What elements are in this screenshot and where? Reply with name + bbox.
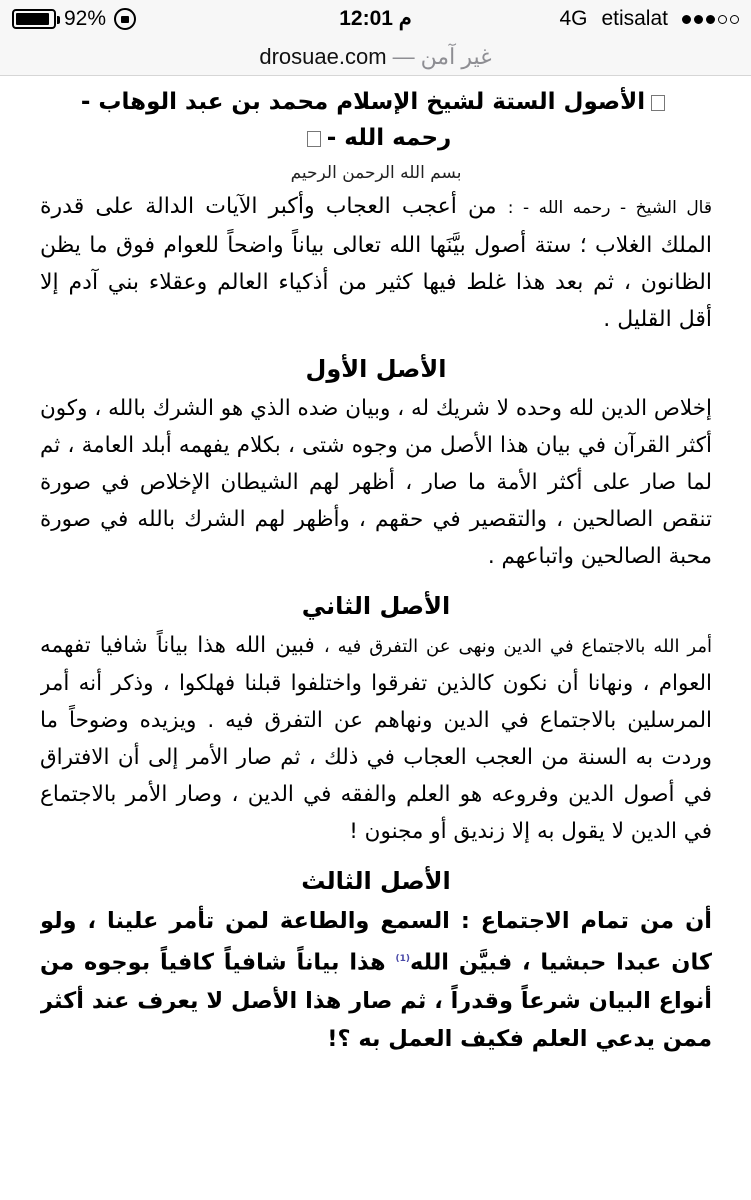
intro-body: من أعجب العجاب وأكبر الآيات الدالة على قدرة الملك الغلاب ؛ ستة أصول بيَّنَها الله تعالى بياناً واضحاً للعوام فوق ما يظن الظانون ، ثم بعد هذا غلط فيها كثير من أذكياء العالم وعقلاء بني آدم إلا أقل القليل .: [40, 194, 712, 332]
url-host[interactable]: drosuae.com: [259, 43, 387, 69]
section-heading-1: الأصل الأول: [305, 355, 447, 383]
basmala: بسم الله الرحمن الرحيم: [290, 163, 462, 183]
page-title: الأصول الستة لشيخ الإسلام محمد بن عبد الوهاب - رحمه الله -: [40, 84, 712, 156]
network-type: 4G: [559, 7, 588, 30]
url-separator: —: [392, 43, 415, 69]
security-warning[interactable]: غير آمن: [420, 43, 492, 69]
address-bar[interactable]: [0, 38, 751, 76]
section-body-3: أن من تمام الاجتماع : السمع والطاعة لمن تأمر علينا ، ولو كان عبدا حبشيا ، فبيَّن الله$^{(1)}$ هذا بياناً شافياً كافياً بوجوه من أنواع البيان شرعاً وقدراً ، ثم صار هذا الأصل لا يعرف عند أكثر ممن يدعي العلم فكيف العمل به ؟!: [40, 908, 712, 1052]
intro-paragraph: [40, 188, 712, 338]
section-heading-3: الأصل الثالث: [301, 867, 451, 895]
section-text-2: فبين الله هذا بياناً شافيا تفهمه العوام ، ونهانا أن نكون كالذين تفرقوا واختلفوا قبلنا فهلكوا ، وذكر أنه أمر المرسلين بالاجتماع في الدين ونهاهم عن التفرق فيه . ويزيده وضوحاً ما وردت به السنة من العجب العجاب في ذلك ، ثم صار الأمر إلى أن الافتراق في أصول الدين وفروعه هو العلم والفقه في الدين ، وصار الأمر بالاجتماع في الدين لا يقول به إلا زنديق أو مجنون !: [40, 633, 712, 844]
section-body-2: [40, 627, 712, 850]
battery-percent: 92%: [64, 7, 107, 30]
article-content: [40, 84, 712, 1200]
missing-glyph-icon: [651, 95, 665, 111]
missing-glyph-icon: [307, 131, 321, 147]
section-lead-2: أمر الله بالاجتماع في الدين ونهى عن التفرق فيه ،: [323, 636, 712, 657]
clock: 12:01 م: [339, 7, 412, 30]
section-body-1: إخلاص الدين لله وحده لا شريك له ، وبيان ضده الذي هو الشرك بالله ، وكون أكثر القرآن في بيان هذا الأصل من وجوه شتى ، بكلام يفهمه أبلد العامة ، ثم لما صار على أكثر الأمة ما صار ، أظهر لهم الشيطان الإخلاص في صورة تنقص الصالحين ، والتقصير في حقهم ، وأظهر لهم الشرك بالله في صورة محبة الصالحين واتباعهم .: [40, 396, 712, 569]
status-right: [559, 7, 739, 31]
footnote-link[interactable]: (1): [395, 954, 410, 964]
carrier-name: etisalat: [601, 7, 668, 30]
section-heading-2: الأصل الثاني: [301, 592, 451, 620]
signal-strength-icon: [682, 15, 739, 24]
status-bar: [0, 0, 751, 38]
intro-lead: قال الشيخ - رحمه الله - :: [507, 198, 712, 218]
